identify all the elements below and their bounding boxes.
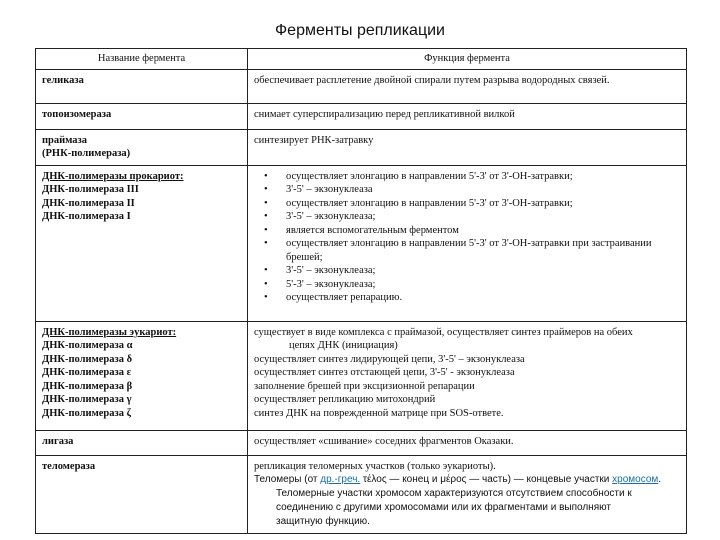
bullet-item: • осуществляет элонгацию в направлении 5'-3' от 3'-OH-затравки; [264,170,680,184]
bullet-item: • 3'-5' – экзонуклеаза; [264,210,680,224]
group-title: ДНК-полимеразы эукариот: [42,326,177,338]
name-line: (РНК-полимераза) [42,148,131,159]
bullet-item: • 5'-3' – экзонуклеаза; [264,278,680,292]
enzymes-table [35,48,687,534]
sub-enzyme: ДНК-полимераза β [42,380,133,392]
enzyme-name [36,165,248,321]
function-line: цепях ДНК (инициация) [289,340,398,351]
table-header [36,49,687,70]
sub-enzyme: ДНК-полимераза δ [42,353,133,365]
function-line: осуществляет синтез лидирующей цепи, 3'-5' – экзонуклеаза [254,353,525,365]
enzyme-name: теломераза [36,455,248,534]
sub-enzyme: ДНК-полимераза ε [42,367,132,378]
function-line: репликация теломерных участков (только эукариоты). [254,460,496,472]
enzyme-name: топоизомераза [36,103,248,129]
bullet-item: • осуществляет элонгацию в направлении 5'-3' от 3'-OH-затравки при застраивании брешей; [264,237,680,264]
bullet-item: • осуществляет репарацию. [264,291,680,305]
sub-enzyme: ДНК-полимераза ζ [42,407,131,419]
enzyme-function [248,165,687,321]
text: . [658,474,662,485]
table-row [36,321,687,430]
enzyme-function: обеспечивает расплетение двойной спирали путем разрыва водородных связей. [248,69,687,103]
sub-enzyme: ДНК-полимераза γ [42,394,132,405]
text: Теломеры (от [254,474,321,485]
table-row [36,103,687,129]
table-row [36,69,687,103]
function-line: синтез ДНК на поврежденной матрице при SOS-ответе. [254,407,504,419]
bullet-item: • 3'-5' – экзонуклеаза [264,183,680,197]
name-line: праймаза [42,134,87,146]
enzyme-function: осуществляет «сшивание» соседних фрагментов Оказаки. [248,430,687,455]
sub-enzyme: ДНК-полимераза α [42,340,133,351]
table-row [36,430,687,455]
header-name: Название фермента [36,49,248,70]
enzyme-name [36,321,248,430]
function-line: осуществляет синтез отстающей цепи, 3'-5' - экзонуклеаза [254,367,515,378]
function-line: осуществляет репликацию митохондрий [254,394,436,405]
enzyme-function [248,455,687,534]
enzyme-function: синтезирует РНК-затравку [248,129,687,165]
sub-enzyme: ДНК-полимераза II [42,197,135,209]
enzyme-name: геликаза [36,69,248,103]
bullet-item: • 3'-5' – экзонуклеаза; [264,264,680,278]
enzyme-name [36,129,248,165]
enzyme-name: лигаза [36,430,248,455]
telomere-description: Теломерные участки хромосом характеризуются отсутствием способности к соединению с другими хромосомами или их фрагментами и выполняют защитную функцию. [276,488,632,527]
telomere-definition [254,473,680,487]
page-title: Ферменты репликации [275,22,445,39]
link-chromosomes[interactable]: хромосом [612,474,659,485]
table-row [36,165,687,321]
sub-enzyme: ДНК-полимераза III [42,184,139,195]
enzyme-function: снимает суперспирализацию перед репликативной вилкой [248,103,687,129]
header-function: Функция фермента [248,49,687,70]
group-title: ДНК-полимеразы прокариот: [42,170,184,182]
table-row [36,455,687,534]
sub-enzyme: ДНК-полимераза I [42,211,131,222]
function-line: заполнение брешей при эксцизионной репарации [254,380,475,392]
bullet-item: • является вспомогательным ферментом [264,224,680,238]
table-row [36,129,687,165]
function-line: существует в виде комплекса с праймазой, осуществляет синтез праймеров на обеих [254,326,633,338]
text: τέλος — конец и μέρος — часть) — концевые участки [360,474,613,485]
enzyme-function [248,321,687,430]
link-greek[interactable]: др.-греч. [320,474,361,485]
bullet-item: • осуществляет элонгацию в направлении 5'-3' от 3'-OH-затравки; [264,197,680,211]
